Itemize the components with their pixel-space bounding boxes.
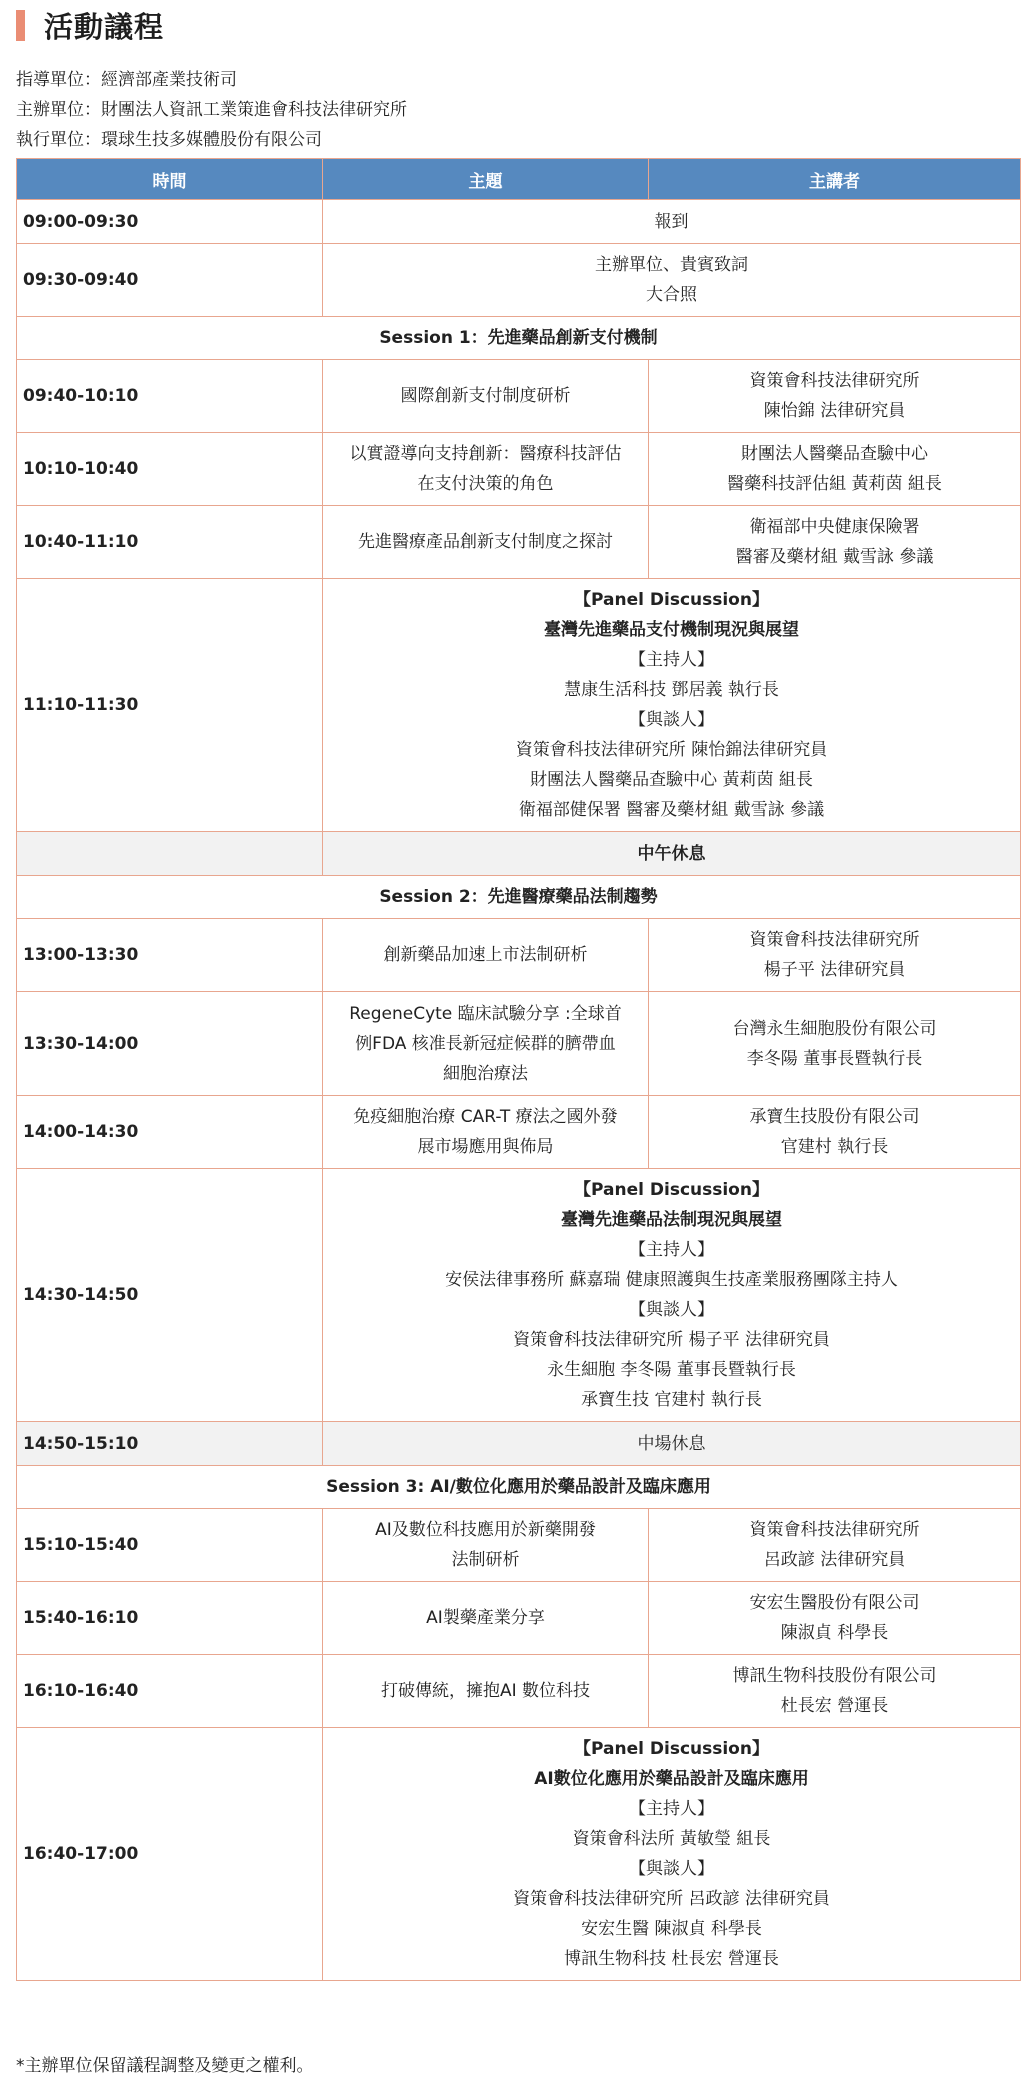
topic-cell: 先進醫療產品創新支付制度之探討 [323, 506, 649, 579]
speaker-cell: 安宏生醫股份有限公司 陳淑貞 科學長 [649, 1582, 1021, 1655]
break-row [17, 1422, 1021, 1466]
org-advisor: 指導單位：經濟部產業技術司 [16, 70, 237, 90]
merged-cell: 中午休息 [323, 832, 1021, 876]
merged-cell: 主辦單位、貴賓致詞 大合照 [323, 244, 1021, 317]
time-cell: 15:40-16:10 [17, 1582, 323, 1655]
organizer-list [16, 65, 1020, 155]
table-row [17, 200, 1021, 244]
panel-cell: 【Panel Discussion】 AI數位化應用於藥品設計及臨床應用 【主持人】 資策會科法所 黃敏瑩 組長 【與談人】 資策會科技法律研究所 呂政諺 法律研究員 安宏生醫 陳淑貞 科學長 博訊生物科技 杜長宏 營運長 [323, 1728, 1021, 1981]
merged-cell: 報到 [323, 200, 1021, 244]
table-row [17, 1169, 1021, 1422]
session-title: Session 3: AI/數位化應用於藥品設計及臨床應用 [17, 1466, 1021, 1509]
header-topic: 主題 [323, 159, 649, 200]
agenda-table [16, 158, 1021, 1981]
table-row [17, 360, 1021, 433]
panel-cell: 【Panel Discussion】 臺灣先進藥品支付機制現況與展望 【主持人】 慧康生活科技 鄧居義 執行長 【與談人】 資策會科技法律研究所 陳怡錦法律研究員 財團法人醫藥品查驗中心 黃莉茵 組長 衛福部健保署 醫審及藥材組 戴雪詠 參議 [323, 579, 1021, 832]
title-accent-bar [16, 10, 25, 41]
panel-cell: 【Panel Discussion】 臺灣先進藥品法制現況與展望 【主持人】 安侯法律事務所 蘇嘉瑞 健康照護與生技產業服務團隊主持人 【與談人】 資策會科技法律研究所 楊子平 法律研究員 永生細胞 李冬陽 董事長暨執行長 承寶生技 官建村 執行長 [323, 1169, 1021, 1422]
org-executor: 執行單位：環球生技多媒體股份有限公司 [16, 130, 322, 150]
speaker-cell: 衛福部中央健康保險署 醫審及藥材組 戴雪詠 參議 [649, 506, 1021, 579]
time-cell: 09:40-10:10 [17, 360, 323, 433]
time-cell: 14:00-14:30 [17, 1096, 323, 1169]
table-row [17, 1509, 1021, 1582]
speaker-cell: 財團法人醫藥品查驗中心 醫藥科技評估組 黃莉茵 組長 [649, 433, 1021, 506]
session-row [17, 876, 1021, 919]
table-row [17, 919, 1021, 992]
merged-cell: 中場休息 [323, 1422, 1021, 1466]
time-cell: 10:40-11:10 [17, 506, 323, 579]
title-row [16, 2, 1020, 48]
time-cell: 16:10-16:40 [17, 1655, 323, 1728]
speaker-cell: 台灣永生細胞股份有限公司 李冬陽 董事長暨執行長 [649, 992, 1021, 1096]
table-row [17, 506, 1021, 579]
header-time: 時間 [17, 159, 323, 200]
time-cell: 09:30-09:40 [17, 244, 323, 317]
speaker-cell: 資策會科技法律研究所 楊子平 法律研究員 [649, 919, 1021, 992]
speaker-cell: 資策會科技法律研究所 呂政諺 法律研究員 [649, 1509, 1021, 1582]
session-row [17, 317, 1021, 360]
time-cell: 15:10-15:40 [17, 1509, 323, 1582]
time-cell [17, 832, 323, 876]
table-row [17, 1728, 1021, 1981]
table-row [17, 244, 1021, 317]
session-row [17, 1466, 1021, 1509]
break-row [17, 832, 1021, 876]
session-title: Session 2：先進醫療藥品法制趨勢 [17, 876, 1021, 919]
org-host: 主辦單位：財團法人資訊工業策進會科技法律研究所 [16, 100, 407, 120]
table-row [17, 1582, 1021, 1655]
time-cell: 14:30-14:50 [17, 1169, 323, 1422]
table-row [17, 1096, 1021, 1169]
session-title: Session 1：先進藥品創新支付機制 [17, 317, 1021, 360]
time-cell: 14:50-15:10 [17, 1422, 323, 1466]
topic-cell: 以實證導向支持創新：醫療科技評估 在支付決策的角色 [323, 433, 649, 506]
topic-cell: 免疫細胞治療 CAR-T 療法之國外發 展市場應用與佈局 [323, 1096, 649, 1169]
topic-cell: RegeneCyte 臨床試驗分享 :全球首 例FDA 核准長新冠症候群的臍帶血 細胞治療法 [323, 992, 649, 1096]
time-cell: 13:30-14:00 [17, 992, 323, 1096]
footnote: *主辦單位保留議程調整及變更之權利。 [16, 2056, 314, 2076]
page-title: 活動議程 [44, 9, 165, 44]
table-row [17, 579, 1021, 832]
speaker-cell: 博訊生物科技股份有限公司 杜長宏 營運長 [649, 1655, 1021, 1728]
time-cell: 09:00-09:30 [17, 200, 323, 244]
topic-cell: 打破傳統，擁抱AI 數位科技 [323, 1655, 649, 1728]
time-cell: 16:40-17:00 [17, 1728, 323, 1981]
time-cell: 13:00-13:30 [17, 919, 323, 992]
time-cell: 10:10-10:40 [17, 433, 323, 506]
table-row [17, 992, 1021, 1096]
table-row [17, 1655, 1021, 1728]
topic-cell: 國際創新支付制度研析 [323, 360, 649, 433]
table-header-row [17, 159, 1021, 200]
speaker-cell: 承寶生技股份有限公司 官建村 執行長 [649, 1096, 1021, 1169]
speaker-cell: 資策會科技法律研究所 陳怡錦 法律研究員 [649, 360, 1021, 433]
table-row [17, 433, 1021, 506]
header-speaker: 主講者 [649, 159, 1021, 200]
topic-cell: AI製藥產業分享 [323, 1582, 649, 1655]
agenda-section [16, 0, 1020, 1981]
time-cell: 11:10-11:30 [17, 579, 323, 832]
topic-cell: 創新藥品加速上市法制研析 [323, 919, 649, 992]
topic-cell: AI及數位科技應用於新藥開發 法制研析 [323, 1509, 649, 1582]
